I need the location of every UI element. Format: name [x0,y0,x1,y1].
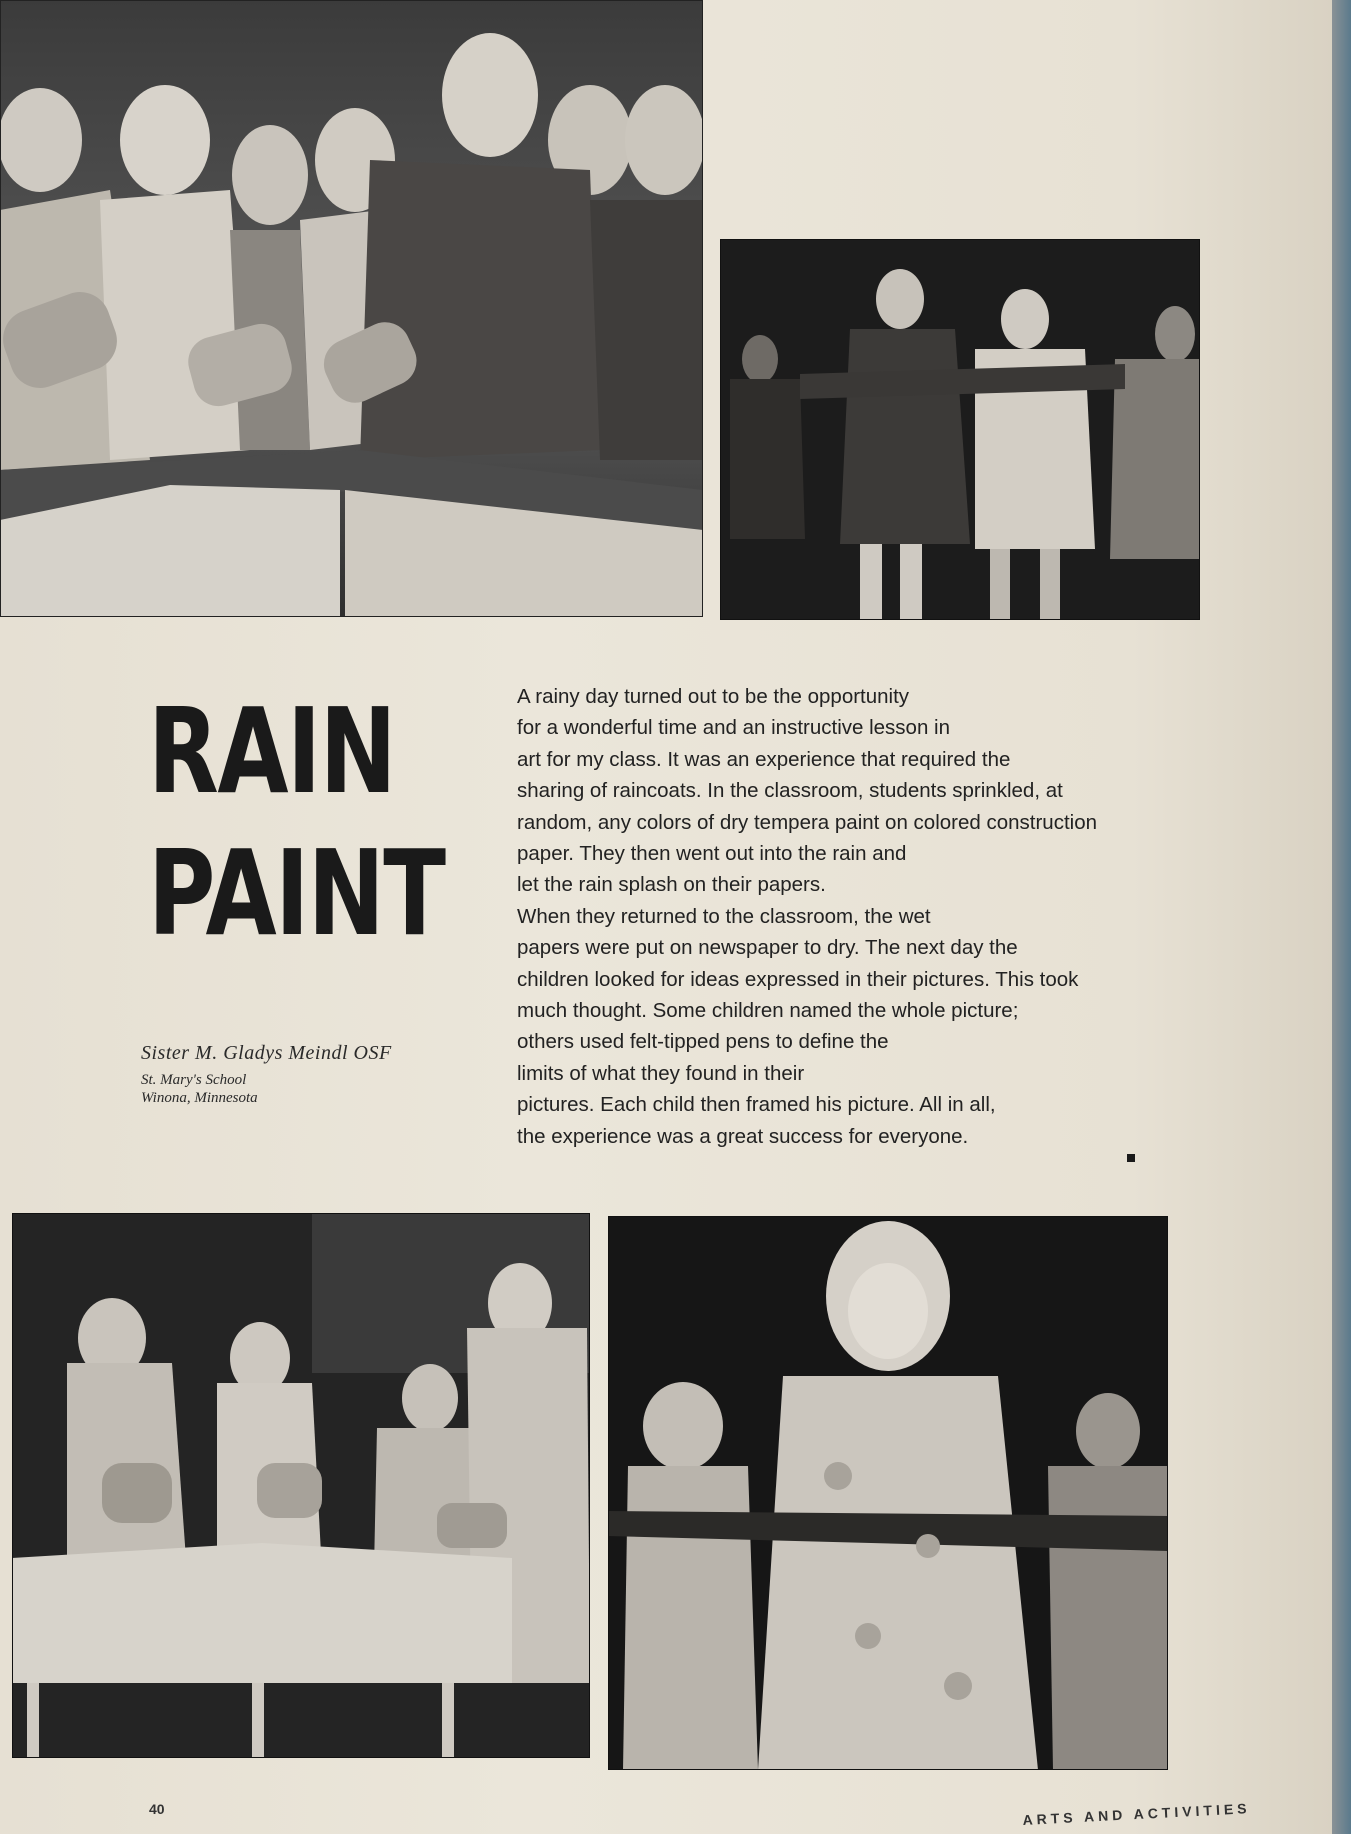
body-line: A rainy day turned out to be the opportunity [517,685,910,708]
body-line: limits of what they found in their [517,1061,805,1085]
body-line: let the rain splash on their papers. [517,873,826,897]
body-line: paper. They then went out into the rain and [517,842,907,866]
body-line: much thought. Some children named the whole picture; [517,999,1019,1023]
body-line: children looked for ideas expressed in their pictures. This took [517,967,1079,991]
body-line: random, any colors of dry tempera paint on colored construction [517,810,1097,834]
article-body [517,681,1197,1152]
title-line-1: RAIN [148,682,396,820]
page-edge-background [1332,0,1351,1834]
photo-girl-laughing-in-rain [608,1216,1168,1770]
author-name: Sister M. Gladys Meindl OSF [141,1042,392,1064]
article-title [148,680,445,964]
end-of-article-mark [1127,1154,1135,1162]
body-line: for a wonderful time and an instructive lesson in [517,716,951,740]
body-line: pictures. Each child then framed his picture. All in all, [517,1093,996,1117]
magazine-name: ARTS AND ACTIVITIES [1022,1800,1251,1828]
body-line: art for my class. It was an experience that required the [517,747,1011,771]
body-line: papers were put on newspaper to dry. The next day the [517,936,1018,960]
school-location: Winona, Minnesota [141,1090,258,1106]
page-number: 40 [149,1801,165,1817]
photo-children-holding-paper [720,239,1200,620]
body-line: When they returned to the classroom, the wet [517,904,931,928]
byline [141,1042,471,1107]
body-line: sharing of raincoats. In the classroom, students sprinkled, at [517,779,1063,803]
school-name: St. Mary's School [141,1072,247,1088]
body-line: others used felt-tipped pens to define the [517,1030,889,1054]
photo-children-pouring-paint [0,0,703,617]
body-line: the experience was a great success for everyone. [517,1124,969,1148]
title-line-2: PAINT [148,824,445,962]
photo-children-at-desks [12,1213,590,1758]
